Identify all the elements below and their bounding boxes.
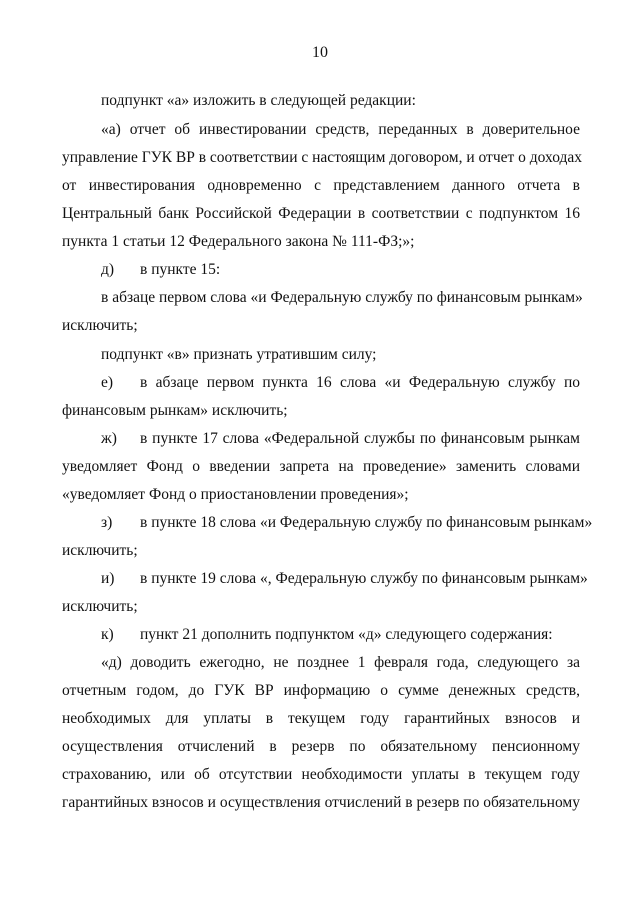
list-marker: з)	[101, 514, 113, 531]
text-line: управление ГУК ВР в соответствии с настоящим договором, и отчет о доходах	[62, 149, 583, 166]
text-line: подпункт «в» признать утратившим силу;	[101, 346, 377, 363]
list-item-text: в пункте 19 слова «, Федеральную службу по финансовым рынкам»	[140, 570, 588, 587]
text-line: необходимых для уплаты в текущем году гарантийных взносов и	[62, 710, 580, 727]
list-marker: е)	[101, 374, 114, 391]
list-item-text: в пункте 18 слова «и Федеральную службу по финансовым рынкам»	[140, 514, 593, 531]
text-line: исключить;	[62, 317, 138, 334]
text-line: в абзаце первом слова «и Федеральную службу по финансовым рынкам»	[101, 289, 583, 306]
text-line: от инвестирования одновременно с представлением данного отчета в	[62, 177, 580, 194]
text-line: исключить;	[62, 542, 138, 559]
list-marker: и)	[101, 570, 115, 587]
list-item-text: в пункте 17 слова «Федеральной службы по финансовым рынкам	[140, 430, 580, 447]
text-line: уведомляет Фонд о введении запрета на проведение» заменить словами	[62, 458, 580, 475]
text-line: страхованию, или об отсутствии необходимости уплаты в текущем году	[62, 766, 580, 783]
page-number: 10	[312, 44, 328, 61]
text-line: гарантийных взносов и осуществления отчислений в резерв по обязательному	[62, 794, 580, 811]
list-item-text: в пункте 15:	[140, 261, 221, 278]
list-item-text: пункт 21 дополнить подпунктом «д» следующего содержания:	[140, 626, 553, 643]
list-item-text: в абзаце первом пункта 16 слова «и Федеральную службу по	[140, 374, 580, 391]
text-line: финансовым рынкам» исключить;	[62, 402, 288, 419]
list-marker: д)	[101, 261, 115, 278]
text-line: осуществления отчислений в резерв по обязательному пенсионному	[62, 738, 580, 755]
text-line: отчетным годом, до ГУК ВР информацию о сумме денежных средств,	[62, 682, 580, 699]
text-line: подпункт «а» изложить в следующей редакции:	[101, 92, 416, 109]
text-line: Центральный банк Российской Федерации в соответствии с подпунктом 16	[62, 205, 580, 222]
text-line: «а) отчет об инвестировании средств, переданных в доверительное	[101, 121, 580, 138]
text-line: «уведомляет Фонд о приостановлении проведения»;	[62, 486, 409, 503]
text-line: «д) доводить ежегодно, не позднее 1 февраля года, следующего за	[101, 654, 580, 671]
text-line: исключить;	[62, 598, 138, 615]
text-line: пункта 1 статьи 12 Федерального закона № 111-ФЗ;»;	[62, 233, 415, 250]
list-marker: ж)	[101, 430, 117, 447]
list-marker: к)	[101, 626, 114, 643]
